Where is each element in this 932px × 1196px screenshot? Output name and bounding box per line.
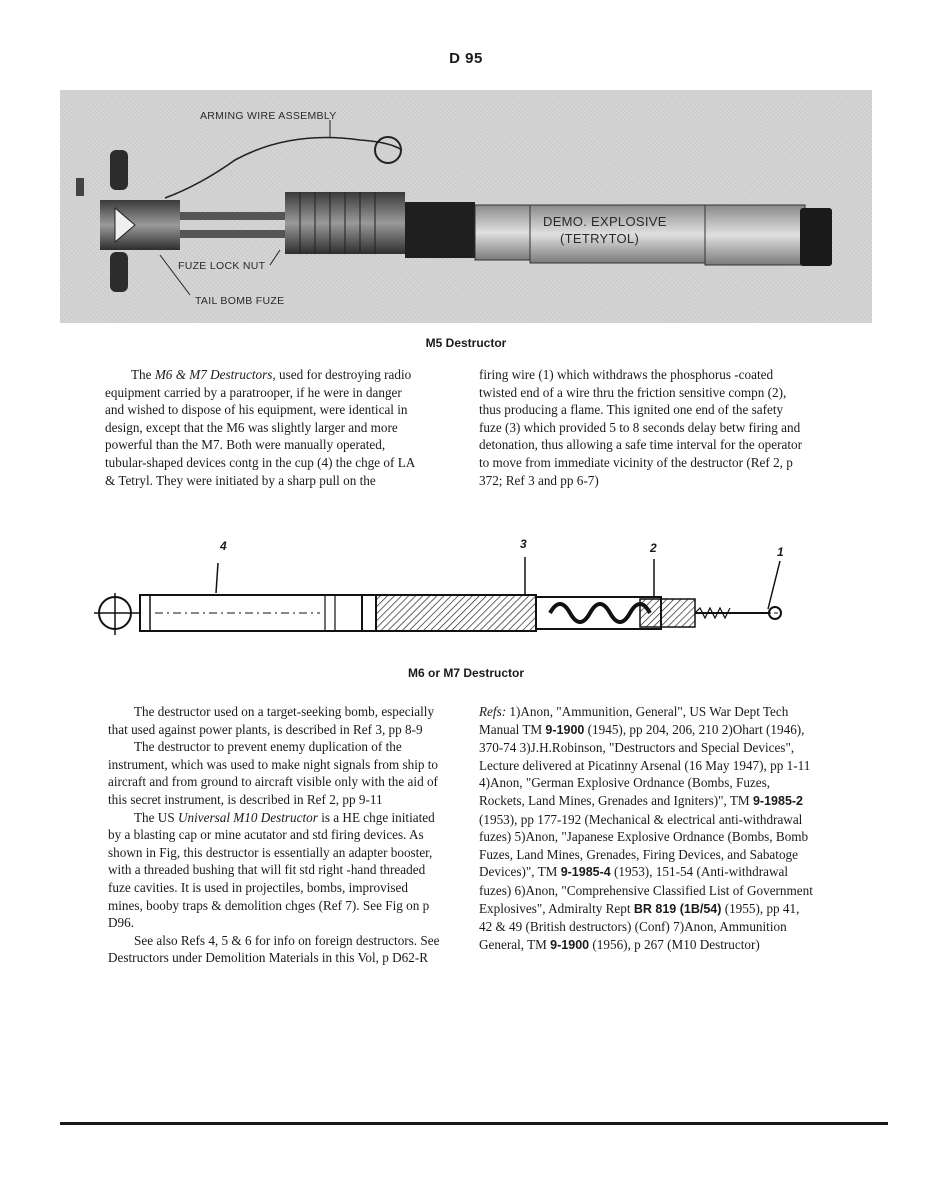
tm-number: 9-1900 xyxy=(545,722,585,737)
part-label-1: 1 xyxy=(777,545,784,559)
firing-wire-paragraph: firing wire (1) which withdraws the phosphorus -coated twisted end of a wire thru the friction sensitive compn (2), thus producing a flame. This ignited one end of the safety fuze (3) which provided 5 to 8 seconds delay betw firing and detonation, thus allowing a safe time interval for the operator to move from immediate vicinity of the destructor (Ref 2, p 372; Ref 3 and pp 6-7) xyxy=(479,367,802,488)
m6-m7-diagram xyxy=(80,535,840,660)
text-run: (1955), pp 41, 42 & 49 (British destructors) (Conf) 7)Anon, Ammunition General, TM xyxy=(479,900,800,952)
left-column-text xyxy=(105,366,417,489)
tetrytol-label: (TETRYTOL) xyxy=(560,231,640,246)
destructor-notes-column xyxy=(108,703,441,967)
m6-m7-title: M6 & M7 Destructors, xyxy=(154,367,276,382)
arming-wire-label: ARMING WIRE ASSEMBLY xyxy=(200,110,337,122)
text-run: The xyxy=(131,367,155,382)
m6-m7-paragraph xyxy=(105,366,417,489)
part-label-4: 4 xyxy=(220,539,227,553)
report-number: BR 819 (1B/54) xyxy=(633,901,722,916)
references-column xyxy=(479,703,813,954)
bottom-rule xyxy=(60,1122,888,1125)
m10-paragraph xyxy=(108,809,441,932)
text-run: 1)Anon, "Ammunition, General", US War Dept Tech Manual TM xyxy=(479,704,789,737)
text-run: (1956), p 267 (M10 Destructor) xyxy=(589,936,760,952)
text-run: used for destroying radio equipment carried by a paratrooper, if he were in danger and wished to dispose of his equipment, were identical in design, except that the M6 was slightly larger and more powerful than the M7. Both were manually operated, tubular-shaped devices contg in the cup (4) the chge of LA & Tetryl. They were initiated by a sharp pull on the xyxy=(105,367,415,488)
duplication-paragraph: The destructor to prevent enemy duplication of the instrument, which was used to make night signals from ship to aircraft and from ground to aircraft visible only with the aid of this secret instrument, is described in Ref 2, pp 9-11 xyxy=(108,739,439,807)
part-label-2: 2 xyxy=(650,541,657,555)
m6-m7-drawing xyxy=(80,535,840,660)
text-run: is a HE chge initiated by a blasting cap or mine acutator and std firing devices. As shown in Fig, this destructor is essentially an adapter booster, with a threaded bushing that will fit std right -hand threaded fuze cavities. It is used in projectiles, bombs, improvised mines, booby traps & demolition chges (Ref 7). See Fig on p D96. xyxy=(108,809,435,931)
tm-number: 9-1985-2 xyxy=(752,793,804,808)
m5-destructor-drawing xyxy=(60,90,872,323)
page-number: D 95 xyxy=(449,50,483,67)
text-run: (1953), pp 177-192 (Mechanical & electrical anti-withdrawal fuzes) 5)Anon, "Japanese Explosive Ordnance (Bombs, Bomb Fuzes, Land Mines, Grenades, Firing Devices, and Sabatoge Devices)", TM xyxy=(479,811,809,880)
text-run: The US xyxy=(134,809,178,825)
m5-destructor-photo xyxy=(60,90,872,323)
tail-bomb-fuze-label: TAIL BOMB FUZE xyxy=(195,295,285,307)
figure-caption-m6-m7: M6 or M7 Destructor xyxy=(407,666,525,680)
tm-number: 9-1985-4 xyxy=(560,865,611,880)
fuze-lock-nut-label: FUZE LOCK NUT xyxy=(178,260,266,272)
tm-number: 9-1900 xyxy=(550,937,590,952)
target-seeking-paragraph: The destructor used on a target-seeking bomb, especially that used against power plants, is described in Ref 3, pp 8-9 xyxy=(108,704,435,737)
see-also-paragraph: See also Refs 4, 5 & 6 for info on foreign destructors. See Destructors under Demolition Materials in this Vol, p D62-R xyxy=(108,932,440,966)
text-run: (1953), 151-54 (Anti-withdrawal fuzes) 6)Anon, "Comprehensive Classified List of Government Explosives", Admiralty Rept xyxy=(479,864,813,916)
text-run: (1945), pp 204, 206, 210 2)Ohart (1946), 370-74 3)J.H.Robinson, "Destructors and Special Devices", Lecture delivered at Picatinny Arsenal (16 May 1947), pp 1-11 4)Anon, "German Explosive Ordnance (Bombs, Fuzes, Rockets, Land Mines, Grenades and Igniters)", TM xyxy=(479,721,811,808)
right-column-text xyxy=(479,366,805,489)
part-label-3: 3 xyxy=(520,537,527,551)
refs-label: Refs: xyxy=(479,704,507,719)
references-paragraph xyxy=(479,703,813,954)
figure-caption-m5: M5 Destructor xyxy=(425,336,507,350)
demo-explosive-label: DEMO. EXPLOSIVE xyxy=(543,214,667,229)
m10-title: Universal M10 Destructor xyxy=(177,809,318,825)
